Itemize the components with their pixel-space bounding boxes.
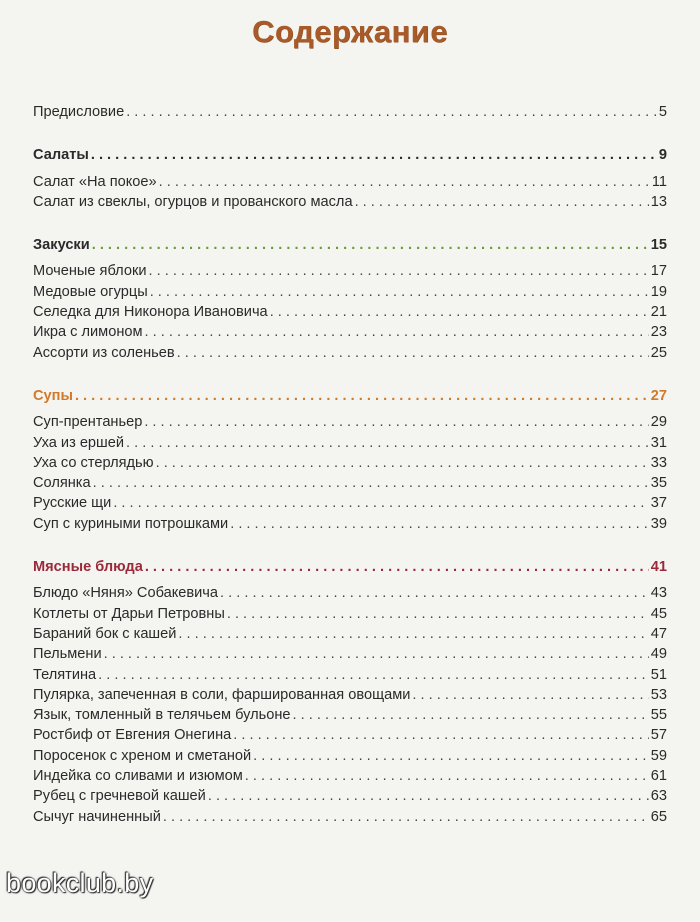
toc-entry-label: Салат «На покое» [33, 173, 157, 190]
toc-entry-label: Бараний бок с кашей [33, 625, 177, 642]
toc-entry-page: 61 [650, 768, 667, 785]
toc-entry [33, 343, 667, 363]
table-of-contents [33, 102, 667, 827]
section-heading [33, 386, 667, 406]
toc-section-soups [33, 386, 667, 534]
toc-entry [33, 282, 667, 302]
toc-entry-page: 11 [651, 173, 667, 190]
dot-leader [113, 493, 648, 513]
dot-leader [93, 473, 649, 493]
dot-leader [253, 746, 649, 766]
toc-entry-label: Предисловие [33, 104, 125, 120]
toc-entry [33, 665, 667, 685]
toc-entry-label: Солянка [33, 475, 91, 492]
toc-entry-label: Блюдо «Няня» Собакевича [33, 585, 219, 602]
dot-leader [178, 624, 648, 644]
toc-entry-label: Моченые яблоки [33, 263, 147, 280]
toc-entry [33, 172, 667, 192]
dot-leader [230, 514, 649, 534]
dot-leader [126, 433, 649, 453]
section-heading-label: Закуски [33, 237, 90, 254]
toc-entry [33, 766, 667, 786]
toc-entry-label: Икра с лимоном [33, 324, 143, 341]
toc-entry-page: 51 [650, 666, 667, 683]
dot-leader [149, 261, 649, 281]
toc-entry [33, 624, 667, 644]
dot-leader [126, 102, 657, 122]
dot-leader [150, 282, 649, 302]
toc-entry-label: Суп-прентаньер [33, 414, 143, 431]
watermark: bookclub.by [6, 868, 154, 898]
section-heading [33, 145, 667, 165]
toc-entry-label: Телятина [33, 666, 97, 683]
toc-entry-page: 13 [650, 193, 667, 210]
section-heading-label: Супы [33, 387, 73, 404]
toc-entry-page: 23 [650, 324, 667, 341]
toc-entry-label: Салат из свеклы, огурцов и прованского масла [33, 193, 353, 210]
toc-entry-page: 65 [650, 808, 667, 825]
section-heading [33, 235, 667, 255]
toc-entry [33, 807, 667, 827]
dot-leader [159, 172, 650, 192]
toc-entry-label: Ассорти из соленьев [33, 344, 175, 361]
section-heading-label: Салаты [33, 147, 89, 164]
toc-entry-page: 37 [650, 495, 667, 512]
dot-leader [245, 766, 649, 786]
toc-entry [33, 302, 667, 322]
toc-entry-page: 49 [650, 646, 667, 663]
toc-entry [33, 746, 667, 766]
toc-entry [33, 192, 667, 212]
dot-leader [145, 557, 649, 577]
toc-entry [33, 604, 667, 624]
toc-section-salads [33, 145, 667, 212]
toc-entry-page: 25 [650, 344, 667, 361]
toc-entry [33, 644, 667, 664]
toc-section-snacks [33, 235, 667, 363]
section-heading-page: 27 [650, 387, 667, 404]
dot-leader [270, 302, 649, 322]
toc-entry-label: Язык, томленный в телячьем бульоне [33, 707, 291, 724]
toc-entry-page: 45 [650, 605, 667, 622]
section-heading-page: 9 [658, 147, 667, 164]
toc-entry-label: Суп с куриными потрошками [33, 515, 229, 532]
toc-entry-page: 35 [650, 475, 667, 492]
toc-entry-page: 17 [650, 263, 667, 280]
toc-entry-page: 19 [650, 283, 667, 300]
toc-entry-page: 29 [650, 414, 667, 431]
toc-entry [33, 102, 667, 122]
toc-entry-page: 33 [650, 454, 667, 471]
toc-entry-label: Ростбиф от Евгения Онегина [33, 727, 232, 744]
toc-entry [33, 433, 667, 453]
toc-entry-page: 5 [658, 104, 667, 120]
toc-entry-page: 57 [650, 727, 667, 744]
toc-entry [33, 453, 667, 473]
toc-entry-page: 63 [650, 788, 667, 805]
section-heading-label: Мясные блюда [33, 559, 143, 576]
toc-entry-label: Индейка со сливами и изюмом [33, 768, 243, 785]
toc-entry-label: Котлеты от Дарьи Петровны [33, 605, 225, 622]
toc-entry [33, 322, 667, 342]
dot-leader [75, 386, 649, 406]
dot-leader [355, 192, 649, 212]
toc-preface [33, 102, 667, 122]
toc-entry-label: Уха со стерлядью [33, 454, 154, 471]
toc-entry-page: 47 [650, 625, 667, 642]
toc-entry-page: 39 [650, 515, 667, 532]
toc-entry [33, 473, 667, 493]
dot-leader [220, 583, 649, 603]
toc-entry [33, 412, 667, 432]
dot-leader [177, 343, 649, 363]
section-heading [33, 557, 667, 577]
toc-entry-label: Поросенок с хреном и сметаной [33, 747, 252, 764]
dot-leader [144, 412, 648, 432]
toc-entry [33, 583, 667, 603]
section-heading-page: 41 [650, 559, 667, 576]
toc-entry [33, 705, 667, 725]
page-title: Содержание [252, 14, 448, 49]
toc-entry [33, 786, 667, 806]
dot-leader [156, 453, 649, 473]
toc-entry-page: 31 [650, 434, 667, 451]
toc-section-meat [33, 557, 667, 827]
dot-leader [293, 705, 649, 725]
dot-leader [412, 685, 648, 705]
dot-leader [145, 322, 649, 342]
toc-entry-label: Уха из ершей [33, 434, 125, 451]
toc-entry-label: Пельмени [33, 646, 102, 663]
dot-leader [163, 807, 649, 827]
toc-entry [33, 261, 667, 281]
dot-leader [98, 665, 649, 685]
toc-entry-label: Рубец с гречневой кашей [33, 788, 206, 805]
toc-entry-label: Сычуг начиненный [33, 808, 161, 825]
toc-entry [33, 514, 667, 534]
toc-entry-label: Селедка для Никонора Ивановича [33, 304, 268, 321]
toc-entry [33, 725, 667, 745]
dot-leader [227, 604, 649, 624]
toc-entry [33, 685, 667, 705]
toc-entry-page: 53 [650, 686, 667, 703]
toc-entry-page: 55 [650, 707, 667, 724]
dot-leader [233, 725, 649, 745]
toc-entry-page: 21 [650, 304, 667, 321]
dot-leader [208, 786, 649, 806]
dot-leader [104, 644, 649, 664]
toc-entry-label: Пулярка, запеченная в соли, фаршированная овощами [33, 686, 411, 703]
toc-entry-page: 59 [650, 747, 667, 764]
dot-leader [92, 235, 649, 255]
toc-entry [33, 493, 667, 513]
toc-entry-label: Медовые огурцы [33, 283, 148, 300]
section-heading-page: 15 [650, 237, 667, 254]
toc-entry-page: 43 [650, 585, 667, 602]
dot-leader [91, 145, 657, 165]
toc-entry-label: Русские щи [33, 495, 112, 512]
